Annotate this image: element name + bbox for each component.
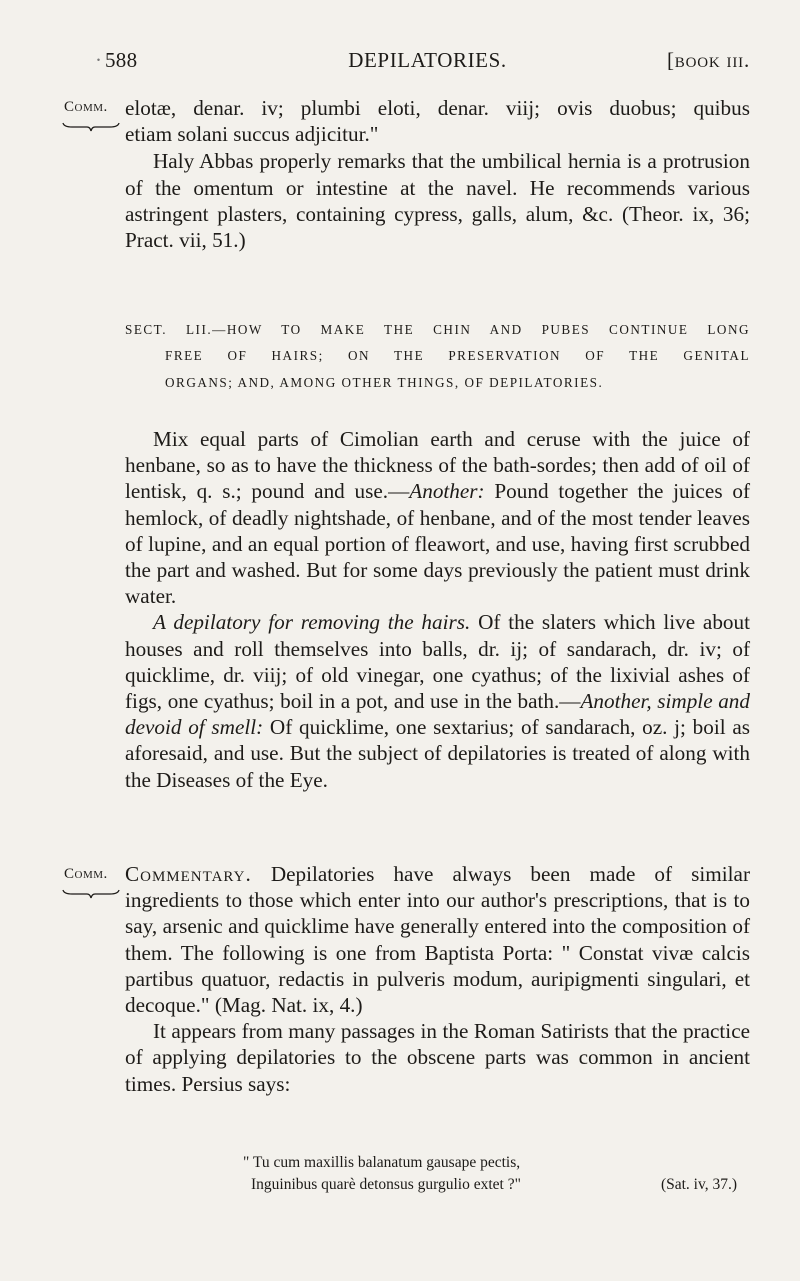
quote-line: Inguinibus quarè detonsus gurgulio extet ?" [251,1176,521,1193]
margin-comm-label: Comm. [64,99,108,115]
recipe-italic: Another: [409,479,485,504]
margin-comm-label: Comm. [64,866,108,882]
recipe-text: Mix equal parts of Cimolian earth and ceruse with the juice of henbane, so as to have the thickness of the bath-sordes; then add of oil of lentisk, q. s.; pound and use.— [125,427,750,504]
quote-line: " Tu cum maxillis balanatum gausape pectis, [243,1154,521,1171]
continued-line-end: etiam solani succus adjicitur." [125,122,379,147]
main-text-block [125,426,750,793]
commentary-paragraph [125,861,750,1018]
depilatory-paragraph [125,609,750,792]
depilatory-text: Of quicklime, one sextarius; of sandarach, oz. j; boil as aforesaid, and use. But the subject of depilatories is treated of along with the Diseases of the Eye. [125,715,750,792]
section-heading [125,317,750,396]
commentary-lead: Commentary. [125,862,252,886]
page-number: 588 [105,48,138,72]
satirists-paragraph: It appears from many passages in the Roman Satirists that the practice of applying depilatories to the obscene parts was common in ancient times. Persius says: [125,1019,750,1096]
quote-citation: (Sat. iv, 37.) [660,1176,737,1193]
depilatory-text: Of the slaters which live about houses and roll themselves into balls, dr. ij; of sandarach, dr. iv; of quicklime, dr. viij; of old vinegar, one cyathus; of the lixivial ashes of figs, one cyathus; boil in a pot, and use in the bath.— [125,610,751,714]
brace-icon [62,889,120,899]
commentary-text: Depilatories have always been made of similar ingredients to those which enter into our author's prescriptions, that is to say, arsenic and quicklime have generally entered into the composition of them. The following is one from Baptista Porta: " Constat vivæ calcis partibus quatuor, redactis in pulveris modum, auripigmenti singulari, et decoque." (Mag. Nat. ix, 4.) [125,862,750,1018]
section-heading-line: FREE OF HAIRS; ON THE PRESERVATION OF THE GENITAL [165,348,750,364]
section-heading-line: SECT. LII.—HOW TO MAKE THE CHIN AND PUBES CONTINUE LONG [125,322,750,337]
recipe-paragraph [125,426,750,609]
top-text-block [125,95,750,253]
continued-line: elotæ, denar. iv; plumbi eloti, denar. viij; ovis duobus; quibus [125,96,750,120]
depilatory-italic: Another, simple and devoid of smell: [125,689,750,740]
book-label: [book iii. [667,48,750,72]
depilatory-italic: A depilatory for removing the hairs. [153,610,471,635]
persius-quote [243,1152,753,1196]
commentary-block [125,861,750,1097]
page-title: DEPILATORIES. [348,48,507,72]
haly-abbas-paragraph: Haly Abbas properly remarks that the umbilical hernia is a protrusion of the omentum or intestine at the navel. He recommends various astringent plasters, containing cypress, galls, alum, &c. (Theor. ix, 36; Pract. vii, 51.) [125,149,750,253]
brace-icon [62,122,120,132]
recipe-text: Pound together the juices of hemlock, of deadly nightshade, of henbane, and of the most tender leaves of lupine, and an equal portion of fleawort, and use, having first scrubbed the part and washed. But for some days previously the patient must drink water. [125,479,751,609]
running-header [95,48,750,74]
section-heading-line: ORGANS; AND, AMONG OTHER THINGS, OF DEPILATORIES. [165,374,604,390]
margin-dash: · [95,48,103,72]
